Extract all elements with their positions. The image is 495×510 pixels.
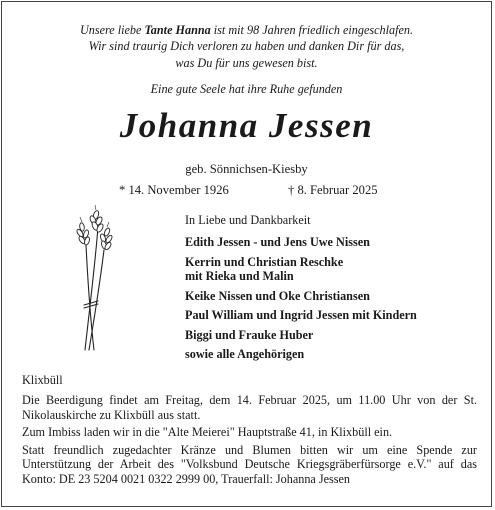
intro-line-3: was Du für uns gewesen bist. <box>175 55 318 70</box>
mourner-family: Kerrin und Christian Reschke mit Rieka und Malin <box>185 254 344 283</box>
donation-notice: Statt freundlich zugedachter Kränze und Blumen bitten wir um eine Spende zur Unterstützung der Arbeit des "Volksbund Deutsche Kriegsgräberfürsorge e.V." auf das Konto: DE 23 5204 0021 0322 2999 00, Trauerfall: Johanna Jessen <box>22 442 477 486</box>
wheat-sheaf-icon <box>68 205 118 355</box>
intro-line-2: Wir sind traurig Dich verloren zu haben und danken Dir für das, <box>88 39 405 54</box>
mourners-list <box>185 213 417 367</box>
aunt-name: Tante Hanna <box>144 23 211 37</box>
maiden-name: geb. Sönnichsen-Kiesby <box>185 162 308 176</box>
place-name: Klixbüll <box>22 373 63 387</box>
death-date: † 8. Februar 2025 <box>288 183 378 197</box>
mourners-lead: In Liebe und Dankbarkeit <box>185 213 311 227</box>
reception-notice: Zum Imbiss laden wir in die "Alte Meierei" Hauptstraße 41, in Klixbüll ein. <box>22 425 393 439</box>
mourner-family: sowie alle Angehörigen <box>185 347 305 361</box>
intro-line-1: Unsere liebe Tante Hanna ist mit 98 Jahren friedlich eingeschlafen. <box>79 23 414 37</box>
mourner-family: Biggi und Frauke Huber <box>185 327 314 342</box>
mourner-family: Edith Jessen - und Jens Uwe Nissen <box>185 235 370 249</box>
funeral-info <box>22 393 477 489</box>
intro-verse <box>2 22 491 71</box>
obituary-card <box>1 1 492 507</box>
funeral-notice: Die Beerdigung findet am Freitag, dem 14. Februar 2025, um 11.00 Uhr von der St. Nikolauskirche zu Klixbüll aus statt. <box>22 393 477 422</box>
birth-date: * 14. November 1926 <box>119 183 229 197</box>
mourner-family: Keike Nissen und Oke Christiansen <box>185 288 370 303</box>
deceased-name: Johanna Jessen <box>119 106 374 145</box>
mourner-family: Paul William und Ingrid Jessen mit Kindern <box>185 308 417 322</box>
motto: Eine gute Seele hat ihre Ruhe gefunden <box>150 82 343 96</box>
